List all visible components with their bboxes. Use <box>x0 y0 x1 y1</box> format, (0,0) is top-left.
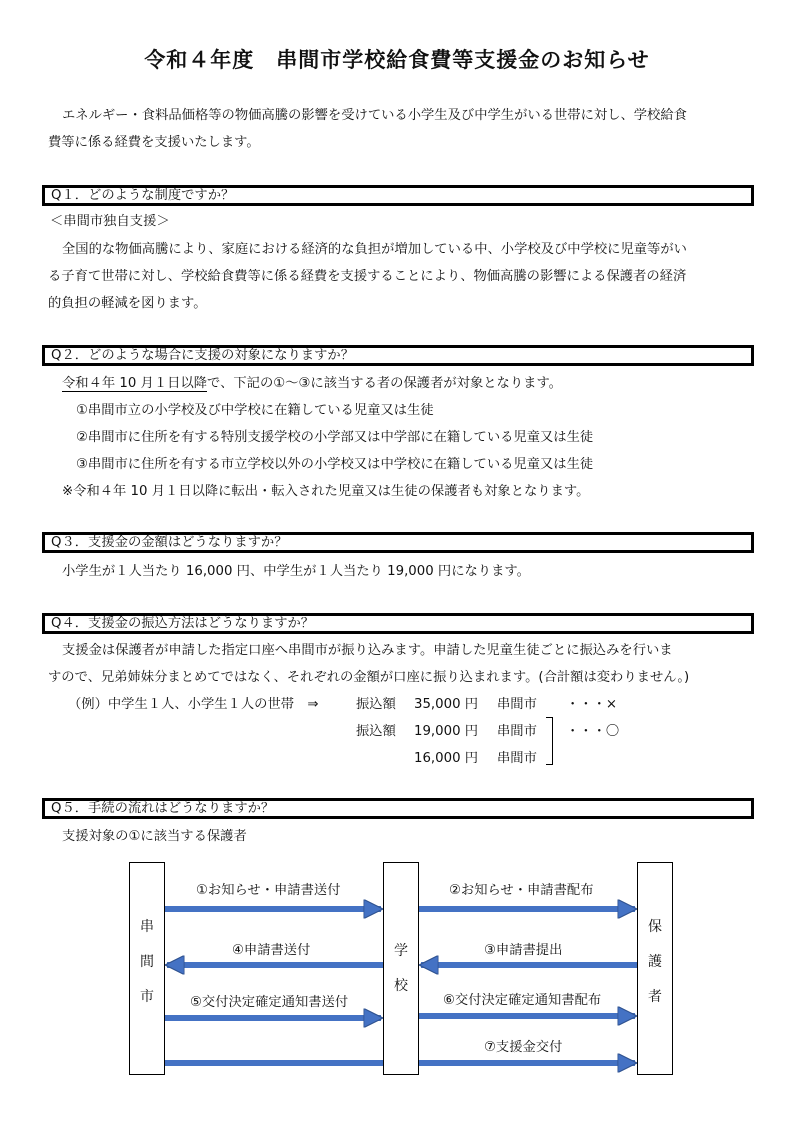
q4-line-1: 支援金は保護者が申請した指定口座へ串間市が振り込みます。申請した児童生徒ごとに振込みを行いま <box>62 643 673 658</box>
q4-row-1-mark: ・・・× <box>566 697 618 712</box>
q4-row-1-amount: 35,000 円 <box>414 697 479 712</box>
school-label: 学 校 <box>394 943 408 994</box>
flow-label-5: ⑤交付決定確定通知書送付 <box>190 995 349 1010</box>
q4-heading: Q４．支援金の振込方法はどうなりますか？ <box>42 613 754 634</box>
q2-lead-date: 令和４年 10 月１日以降 <box>62 376 208 391</box>
q2-note: ※令和４年 10 月１日以降に転出・転入された児童又は生徒の保護者も対象となります。 <box>62 484 590 499</box>
flow-label-4: ④申請書送付 <box>232 943 311 958</box>
q4-row-2-mark: ・・・〇 <box>566 724 620 739</box>
q5-heading: Q５．手続の流れはどうなりますか？ <box>42 798 754 819</box>
q4-row-1-payer: 串間市 <box>497 697 537 712</box>
q4-line-2: すので、兄弟姉妹分まとめてではなく、それぞれの金額が口座に振り込まれます。(合計額は変わりません。) <box>48 670 690 685</box>
q1-line-1: 全国的な物価高騰により、家庭における経済的な負担が増加している中、小学校及び中学校に児童等がい <box>62 242 687 257</box>
q4-row-2-payer: 串間市 <box>497 724 537 739</box>
q1-heading: Q１．どのような制度ですか？ <box>42 185 754 206</box>
flow-label-1: ①お知らせ・申請書送付 <box>196 883 341 898</box>
city-label: 串 間 市 <box>140 919 154 1005</box>
q1-line-3: 的負担の軽減を図ります。 <box>48 296 207 311</box>
q4-row-3-payer: 串間市 <box>497 751 537 766</box>
q2-lead-rest: で、下記の①～③に該当する者の保護者が対象となります。 <box>207 376 562 391</box>
q1-subtitle: ＜串間市独自支援＞ <box>50 214 170 229</box>
intro-line-1: エネルギー・食料品価格等の物価高騰の影響を受けている小学生及び中学生がいる世帯に対し、学校給食 <box>62 108 687 123</box>
page-title: 令和４年度 串間市学校給食費等支援金のお知らせ <box>144 48 650 72</box>
q4-row-3-amount: 16,000 円 <box>414 751 479 766</box>
q2-heading: Q２．どのような場合に支援の対象になりますか？ <box>42 345 754 366</box>
flow-label-3: ③申請書提出 <box>484 943 563 958</box>
q4-row-1-label: 振込額 <box>356 697 396 712</box>
q2-item-2: ②串間市に住所を有する特別支援学校の小学部又は中学部に在籍している児童又は生徒 <box>76 430 594 445</box>
guardian-label: 保 護 者 <box>648 919 662 1005</box>
q4-row-2-amount: 19,000 円 <box>414 724 479 739</box>
q3-answer: 小学生が１人当たり 16,000 円、中学生が１人当たり 19,000 円になります。 <box>62 564 530 579</box>
flow-label-7: ⑦支援金交付 <box>484 1040 563 1055</box>
q4-example-label: （例）中学生１人、小学生１人の世帯 ⇒ <box>68 697 319 712</box>
q2-item-3: ③串間市に住所を有する市立学校以外の小学校又は中学校に在籍している児童又は生徒 <box>76 457 594 472</box>
flow-label-6: ⑥交付決定確定通知書配布 <box>443 993 602 1008</box>
q3-heading: Q３．支援金の金額はどうなりますか？ <box>42 532 754 553</box>
intro-line-2: 費等に係る経費を支援いたします。 <box>48 135 260 150</box>
q2-item-1: ①串間市立の小学校及び中学校に在籍している児童又は生徒 <box>76 403 434 418</box>
q1-line-2: る子育て世帯に対し、学校給食費等に係る経費を支援することにより、物価高騰の影響による保護者の経済 <box>48 269 687 284</box>
q4-row-2-label: 振込額 <box>356 724 396 739</box>
q5-subtitle: 支援対象の①に該当する保護者 <box>62 829 247 844</box>
flow-label-2: ②お知らせ・申請書配布 <box>449 883 594 898</box>
